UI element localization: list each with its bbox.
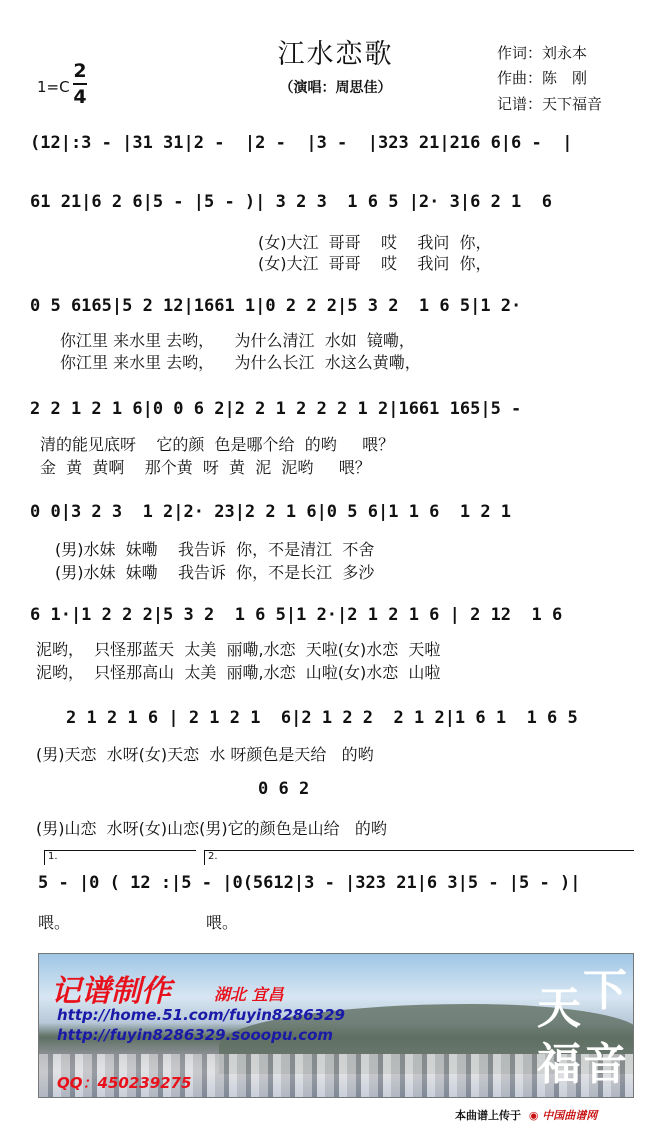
upload-text: 本曲谱上传于 [455, 1109, 521, 1122]
banner-qq: QQ：450239275 [57, 1074, 192, 1092]
score-row-7-alt: 0 6 2 [258, 779, 310, 799]
lyric-row-2-verse-2: (女)大江 哥哥 哎 我问 你， [258, 254, 492, 273]
lyric-row-5-verse-2: (男)水妹 妹嘞 我告诉 你，不是长江 多沙 [55, 563, 375, 582]
score-row-1: (12|:3 - |31 31|2 - |2 - |3 - |323 21|216 6|6 - | [30, 133, 573, 153]
song-title: 江水恋歌 [277, 39, 394, 70]
key-signature: 1=C [37, 78, 70, 96]
score-row-2: 61 21|6 2 6|5 - |5 - )| 3 2 3 1 6 5 |2· 3|6 2 1 6 [30, 192, 552, 212]
logo-char-4: 音 [583, 1039, 627, 1090]
lyricist-credit: 作词：刘永本 [497, 44, 588, 62]
lyric-row-4-verse-2: 金 黄 黄啊 那个黄 呀 黄 泥 泥哟 喂？ [40, 458, 371, 477]
time-divider [73, 83, 87, 85]
lyric-row-4-verse-1: 清的能见底呀 它的颜 色是哪个给 的哟 喂？ [40, 435, 395, 454]
time-signature [73, 60, 87, 108]
lyric-row-3-verse-1: 你江里 来水里 去哟， 为什么清江 水如 镜嘞， [60, 331, 415, 350]
lyric-row-5-verse-1: (男)水妹 妹嘞 我告诉 你，不是清江 不舍 [55, 540, 375, 559]
banner-title: 记谱制作 [51, 974, 171, 1009]
logo-char-2: 下 [583, 965, 627, 1016]
site-name[interactable]: 中国曲谱网 [542, 1109, 598, 1122]
banner-place: 湖北 宜昌 [214, 985, 284, 1004]
time-top: 2 [73, 60, 87, 82]
lyric-row-7-verse-2: (男)山恋 水呀(女)山恋(男)它的颜色是山给 的哟 [36, 819, 387, 838]
banner-logo [535, 954, 633, 1097]
lyric-row-3-verse-2: 你江里 来水里 去哟， 为什么长江 水这么黄嘞， [60, 353, 421, 372]
time-bottom: 4 [73, 86, 87, 108]
logo-char-3: 福 [537, 1039, 581, 1090]
transcriber-credit: 记谱：天下福音 [497, 95, 603, 113]
lyric-row-2-verse-1: (女)大江 哥哥 哎 我问 你， [258, 233, 492, 252]
score-row-4: 2 2 1 2 1 6|0 0 6 2|2 2 1 2 2 2 1 2|1661 165|5 - [30, 399, 522, 419]
score-row-8: 5 - |0 ( 12 :|5 - |0(5612|3 - |323 21|6 3|5 - |5 - )| [38, 873, 581, 893]
first-ending-bracket: 1. [44, 850, 196, 865]
lyric-row-6-verse-1: 泥哟， 只怪那蓝天 太美 丽嘞,水恋 天啦(女)水恋 天啦 [36, 640, 441, 659]
transcriber-banner [38, 953, 634, 1098]
logo-char-1: 天 [537, 983, 581, 1034]
composer-credit: 作曲：陈 刚 [497, 69, 588, 87]
lyric-row-6-verse-2: 泥哟， 只怪那高山 太美 丽嘞,水恋 山啦(女)水恋 山啦 [36, 663, 441, 682]
score-row-5: 0 0|3 2 3 1 2|2· 23|2 2 1 6|0 5 6|1 1 6 1 2 1 [30, 502, 512, 522]
score-row-7: 2 1 2 1 6 | 2 1 2 1 6|2 1 2 2 2 1 2|1 6 1 1 6 5 [66, 708, 578, 728]
second-ending-bracket: 2. [204, 850, 634, 865]
score-row-3: 0 5 6165|5 2 12|1661 1|0 2 2 2|5 3 2 1 6 5|1 2· [30, 296, 522, 316]
lyric-row-7-verse-1: (男)天恋 水呀(女)天恋 水 呀颜色是天给 的哟 [36, 745, 374, 764]
banner-url-2[interactable]: http://fuyin8286329.sooopu.com [57, 1026, 334, 1044]
site-logo-icon: ◉ [528, 1109, 539, 1122]
singer-credit: （演唱：周思佳） [279, 80, 392, 96]
upload-footer [455, 1107, 597, 1123]
score-row-6: 6 1·|1 2 2 2|5 3 2 1 6 5|1 2·|2 1 2 1 6 | 2 12 1 6 [30, 605, 563, 625]
banner-url-1[interactable]: http://home.51.com/fuyin8286329 [57, 1006, 345, 1024]
lyric-row-8-b: 喂。 [206, 913, 239, 932]
lyric-row-8-a: 喂。 [38, 913, 71, 932]
